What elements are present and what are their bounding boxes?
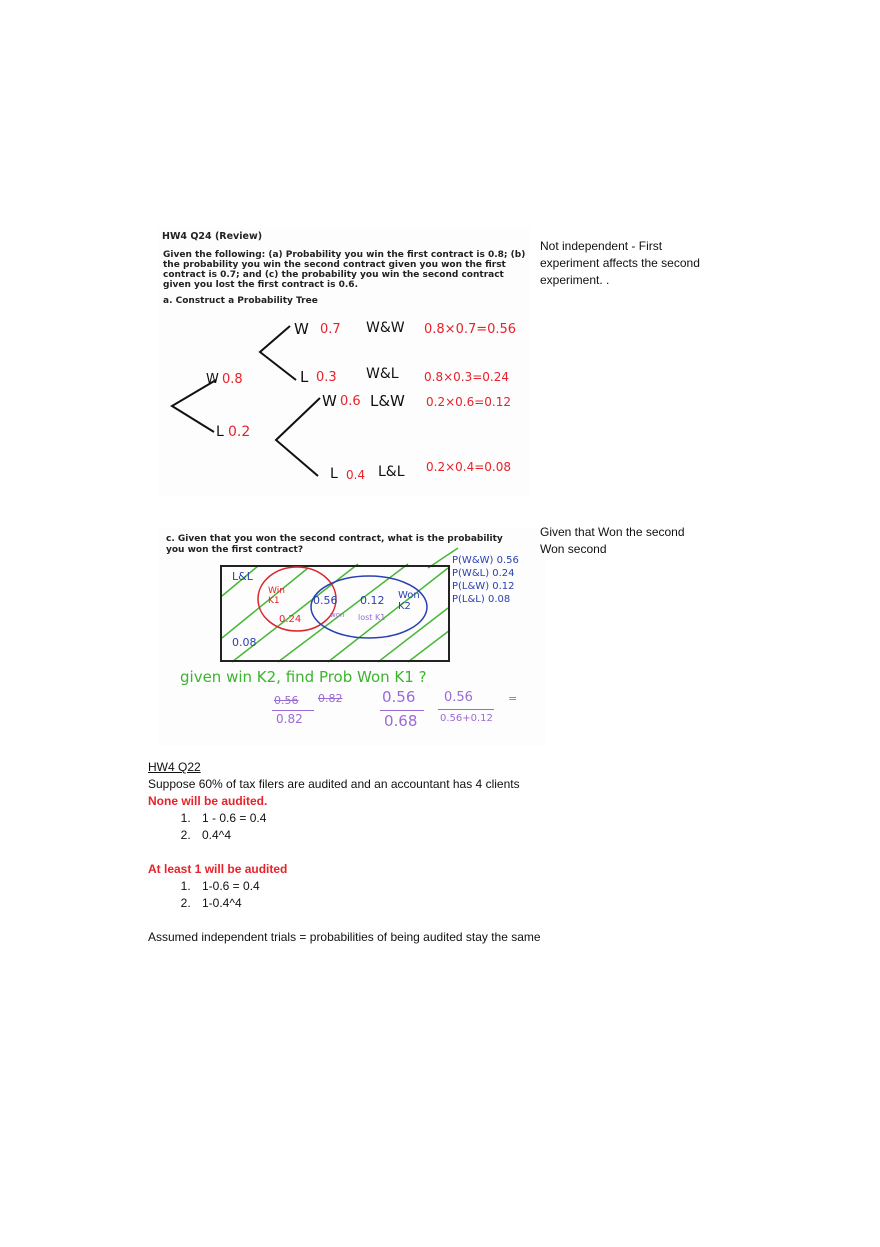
crossed-numerator: 0.56 xyxy=(274,694,299,707)
venn-given-text: given win K2, find Prob Won K1 ? xyxy=(180,668,427,686)
prob-item: P(L&W) 0.12 xyxy=(452,581,515,592)
tree-wl-calc: 0.8×0.3=0.24 xyxy=(424,370,509,384)
fraction-numerator: 0.56 xyxy=(382,688,416,706)
fraction2-denominator: 0.56+0.12 xyxy=(440,713,493,724)
tree-ll-prob: 0.4 xyxy=(346,468,366,482)
venn-won-note: won xyxy=(330,611,345,619)
crossed-side: 0.82 xyxy=(318,692,343,705)
tree-w1-prob: 0.8 xyxy=(222,372,243,387)
tree-l1-prob: 0.2 xyxy=(228,424,251,440)
venn-lel: L&L xyxy=(232,570,253,583)
crossed-denominator: 0.82 xyxy=(276,712,303,726)
q22-title: HW4 Q22 xyxy=(148,760,201,774)
tree-l1: L xyxy=(216,424,224,440)
venn-win-k1: Win K1 xyxy=(268,586,285,606)
tree-ww: W xyxy=(294,320,309,338)
tree-ww-label: W&W xyxy=(366,320,405,336)
none-steps xyxy=(148,810,748,844)
fraction-bar xyxy=(438,709,494,710)
tree-lw-prob: 0.6 xyxy=(340,394,361,409)
tree-ww-calc: 0.8×0.7=0.56 xyxy=(424,322,517,337)
q22-section xyxy=(148,759,748,946)
tree-lw-label: L&W xyxy=(370,392,405,410)
prob-item: P(L&L) 0.08 xyxy=(452,594,511,605)
tree-ll: L xyxy=(330,466,338,482)
tree-wl-prob: 0.3 xyxy=(316,370,337,385)
q24-part-a: a. Construct a Probability Tree xyxy=(163,296,318,306)
q22-conclusion: Assumed independent trials = probabilities of being audited stay the same xyxy=(148,930,541,944)
step: 1. 1-0.6 = 0.4 xyxy=(194,878,748,895)
fraction-bar xyxy=(380,710,424,711)
venn-prob-list xyxy=(452,554,519,606)
probability-tree-image xyxy=(158,228,530,496)
note-given-won-second: Given that Won the second Won second xyxy=(540,525,685,556)
tree-ll-calc: 0.2×0.4=0.08 xyxy=(426,460,511,474)
venn-012: 0.12 xyxy=(360,594,385,607)
atleast-heading: At least 1 will be audited xyxy=(148,862,288,876)
fraction-bar xyxy=(272,710,314,711)
tree-ww-prob: 0.7 xyxy=(320,322,341,337)
venn-diagram-image xyxy=(158,528,546,746)
tree-lw: W xyxy=(322,392,337,410)
step: 2. 0.4^4 xyxy=(194,827,748,844)
tree-ll-label: L&L xyxy=(378,464,405,480)
tree-w1: W xyxy=(206,372,219,387)
tree-wl: L xyxy=(300,368,309,386)
tree-wl-label: W&L xyxy=(366,366,399,382)
venn-won-k2: Won K2 xyxy=(398,590,420,612)
q24-part-c: c. Given that you won the second contract, what is the probability you won the first contract? xyxy=(166,534,503,555)
venn-lost-note: lost K1 xyxy=(358,613,386,622)
tree-area xyxy=(158,240,530,496)
venn-008: 0.08 xyxy=(232,636,257,649)
q24-problem: Given the following: (a) Probability you win the first contract is 0.8; (b) the probability you win the second contract given you won the first contract is 0.7; and (c) the probability you win the second contract given you lost the first contract is 0.6. xyxy=(163,250,526,290)
prob-item: P(W&L) 0.24 xyxy=(452,568,515,579)
q22-problem: Suppose 60% of tax filers are audited and an accountant has 4 clients xyxy=(148,777,520,791)
equals-sign: = xyxy=(508,692,518,705)
note-not-independent: Not independent - First experiment affects the second experiment. . xyxy=(540,239,700,287)
step: 2. 1-0.4^4 xyxy=(194,895,748,912)
atleast-steps xyxy=(148,878,748,912)
none-heading: None will be audited. xyxy=(148,794,268,808)
fraction2-numerator: 0.56 xyxy=(444,690,473,705)
q24-title: HW4 Q24 (Review) xyxy=(162,231,263,242)
tree-branches xyxy=(158,240,530,496)
fraction-denominator: 0.68 xyxy=(384,712,418,730)
venn-024: 0.24 xyxy=(279,614,302,625)
prob-item: P(W&W) 0.56 xyxy=(452,555,519,566)
tree-lw-calc: 0.2×0.6=0.12 xyxy=(426,395,511,409)
venn-056: 0.56 xyxy=(313,594,338,607)
step: 1. 1 - 0.6 = 0.4 xyxy=(194,810,748,827)
